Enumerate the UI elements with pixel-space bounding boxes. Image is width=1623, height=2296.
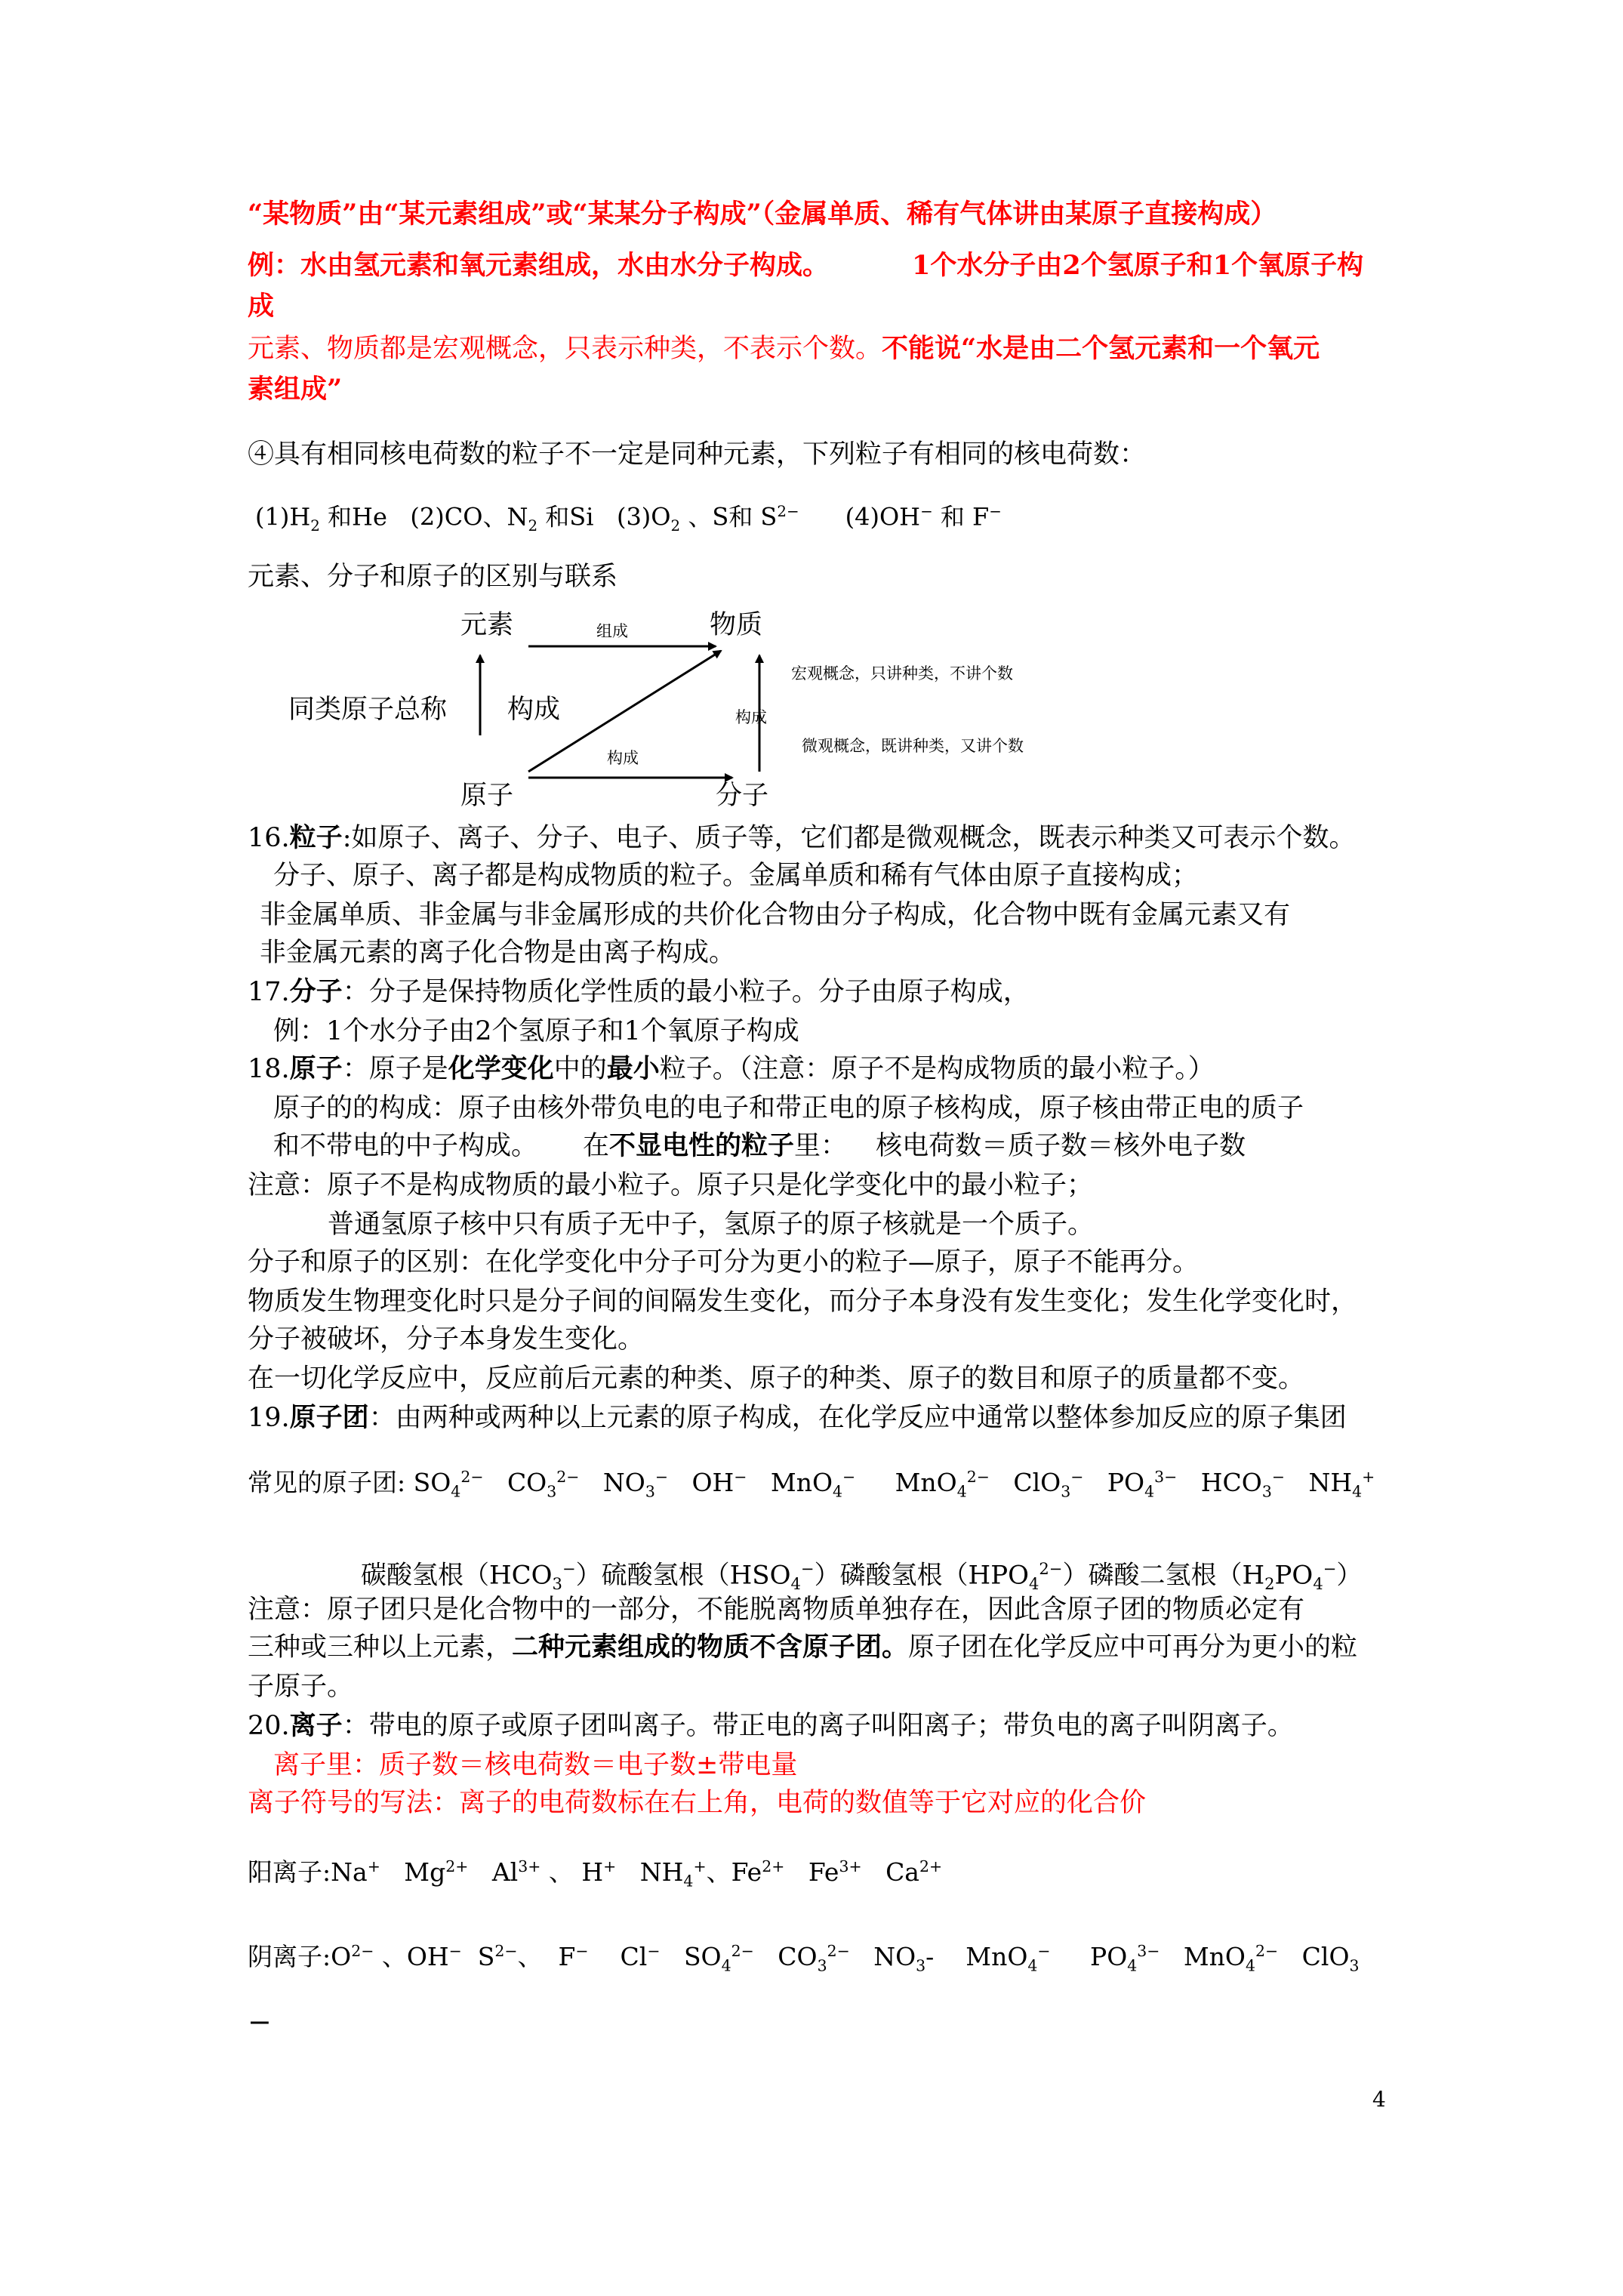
s18-line-5: 普通氢原子核中只有质子无中子，氢原子的原子核就是一个质子。 [328,1210,1095,1240]
red-line-3: 成 [248,291,275,322]
red-line-5: 素组成” [248,374,343,405]
label-compose-diag: 构成 [607,749,639,767]
s19-line-1: 19.原子团：由两种或两种以上元素的原子构成，在化学反应中通常以整体参加反应的原子集团 [248,1402,1347,1433]
diagram-heading: 元素、分子和原子的区别与联系 [248,562,618,592]
label-substance: 物质 [710,610,763,640]
s18-line-1: 18.原子：原子是化学变化中的最小粒子。（注意：原子不是构成物质的最小粒子。） [248,1053,1215,1084]
item4-text: ④具有相同核电荷数的粒子不一定是同种元素，下列粒子有相同的核电荷数： [248,439,1147,470]
s20-line-3: 离子符号的写法：离子的电荷数标在右上角，电荷的数值等于它对应的化合价 [248,1788,1147,1818]
label-compose-top: 组成 [596,622,628,640]
label-molecule: 分子 [716,781,769,811]
s18-line-3: 和不带电的中子构成。 在不显电性的粒子里： 核电荷数＝质子数＝核外电子数 [273,1130,1246,1161]
label-same-class: 同类原子总称 [288,695,448,725]
red-line-1: “某物质”由“某元素组成”或“某某分子构成”（金属单质、稀有气体讲由某原子直接构成） [248,199,1277,230]
label-compose-right: 构成 [735,708,767,726]
label-macro-note: 宏观概念，只讲种类，不讲个数 [791,664,1013,683]
s16-line-2: 分子、原子、离子都是构成物质的粒子。金属单质和稀有气体由原子直接构成； [273,861,1199,891]
s18-line-2: 原子的的构成：原子由核外带负电的电子和带正电的原子核构成，原子核由带正电的质子 [273,1093,1304,1123]
s19-note-2: 三种或三种以上元素，二种元素组成的物质不含原子团。原子团在化学反应中可再分为更小的粒 [248,1632,1358,1663]
s20-line-1: 20.离子：带电的原子或原子团叫离子。带正电的离子叫阳离子；带负电的离子叫阴离子。 [248,1710,1294,1741]
page-number: 4 [1372,2087,1386,2112]
s18-line-6: 分子和原子的区别：在化学变化中分子可分为更小的粒子—原子，原子不能再分。 [248,1247,1200,1277]
label-element: 元素 [460,610,514,640]
s16-line-1: 16.粒子:如原子、离子、分子、电子、质子等，它们都是微观概念，既表示种类又可表示个数。 [248,822,1356,853]
anions-wrap: − [248,2005,272,2039]
cations-line: 阳离子:Na+ $Mg^{2+}$ $Al^{3+}$ 、 H+ $NH_4^+$、$Fe^{2+}$ $Fe^{3+}$ $Ca^{2+}$ [248,1857,943,1891]
red-line-4: 元素、物质都是宏观概念，只表示种类，不表示个数。不能说“水是由二个氢元素和一个氧元 [248,333,1320,364]
s19-common-groups: 常见的原子团: $SO_4^{2-}$ $CO_3^{2-}$ $NO_3^-$ OH− MnO$_4$− MnO$_4^{2-}$ ClO$_3$− $PO_4^{3-}$ $HCO_3^-$ $NH_4^+$ [248,1468,1375,1501]
s16-line-4: 非金属元素的离子化合物是由离子构成。 [260,938,736,968]
label-micro-note: 微观概念，既讲种类，又讲个数 [802,737,1024,755]
anions-line: 阴离子$:O^{2-}$ 、OH− $S^{2-}$、 F− Cl− $SO_4^{2-}$ $CO_3^{2-}$ $NO_3-$ MnO$_4$− $PO_4^{3-}$ MnO$_4^{2-}$ ClO$_3$ [248,1942,1360,1975]
s19-acid-roots: 碳酸氢根$(HCO_3^-)$硫酸氢根$(HSO_4^-)$磷酸氢根$(HPO_4^{2-})$磷酸二氢根$(H_2PO_4^-)$ [361,1559,1363,1594]
s17-line-2: 例：1个水分子由2个氢原子和1个氧原子构成 [273,1016,799,1046]
label-atom: 原子 [460,781,514,811]
s20-line-2: 离子里：质子数＝核电荷数＝电子数±带电量 [273,1750,798,1780]
s18-line-7: 物质发生物理变化时只是分子间的间隔发生变化，而分子本身没有发生变化；发生化学变化时， [248,1287,1358,1317]
s16-line-3: 非金属单质、非金属与非金属形成的共价化合物由分子构成，化合物中既有金属元素又有 [260,900,1291,930]
s19-note-1: 注意：原子团只是化合物中的一部分，不能脱离物质单独存在，因此含原子团的物质必定有 [248,1595,1305,1625]
item4-examples: $(1)H_2$ 和He (2)CO、$N_2$ 和Si $(3)O_2$ 、S和 $S^{2-}$ (4)OH− 和 F− [255,502,1002,535]
red-line-2: 例：水由氢元素和氧元素组成，水由水分子构成。 1个水分子由2个氢原子和1个氧原子构 [248,250,1364,281]
s17-line-1: 17.分子：分子是保持物质化学性质的最小粒子。分子由原子构成， [248,976,1030,1007]
s18-line-4: 注意：原子不是构成物质的最小粒子。原子只是化学变化中的最小粒子； [248,1170,1094,1200]
s18-line-8: 分子被破坏，分子本身发生变化。 [248,1324,645,1354]
s18-line-9: 在一切化学反应中，反应前后元素的种类、原子的种类、原子的数目和原子的质量都不变。 [248,1364,1305,1394]
s19-note-3: 子原子。 [248,1672,354,1702]
label-compose-left: 构成 [507,695,561,725]
